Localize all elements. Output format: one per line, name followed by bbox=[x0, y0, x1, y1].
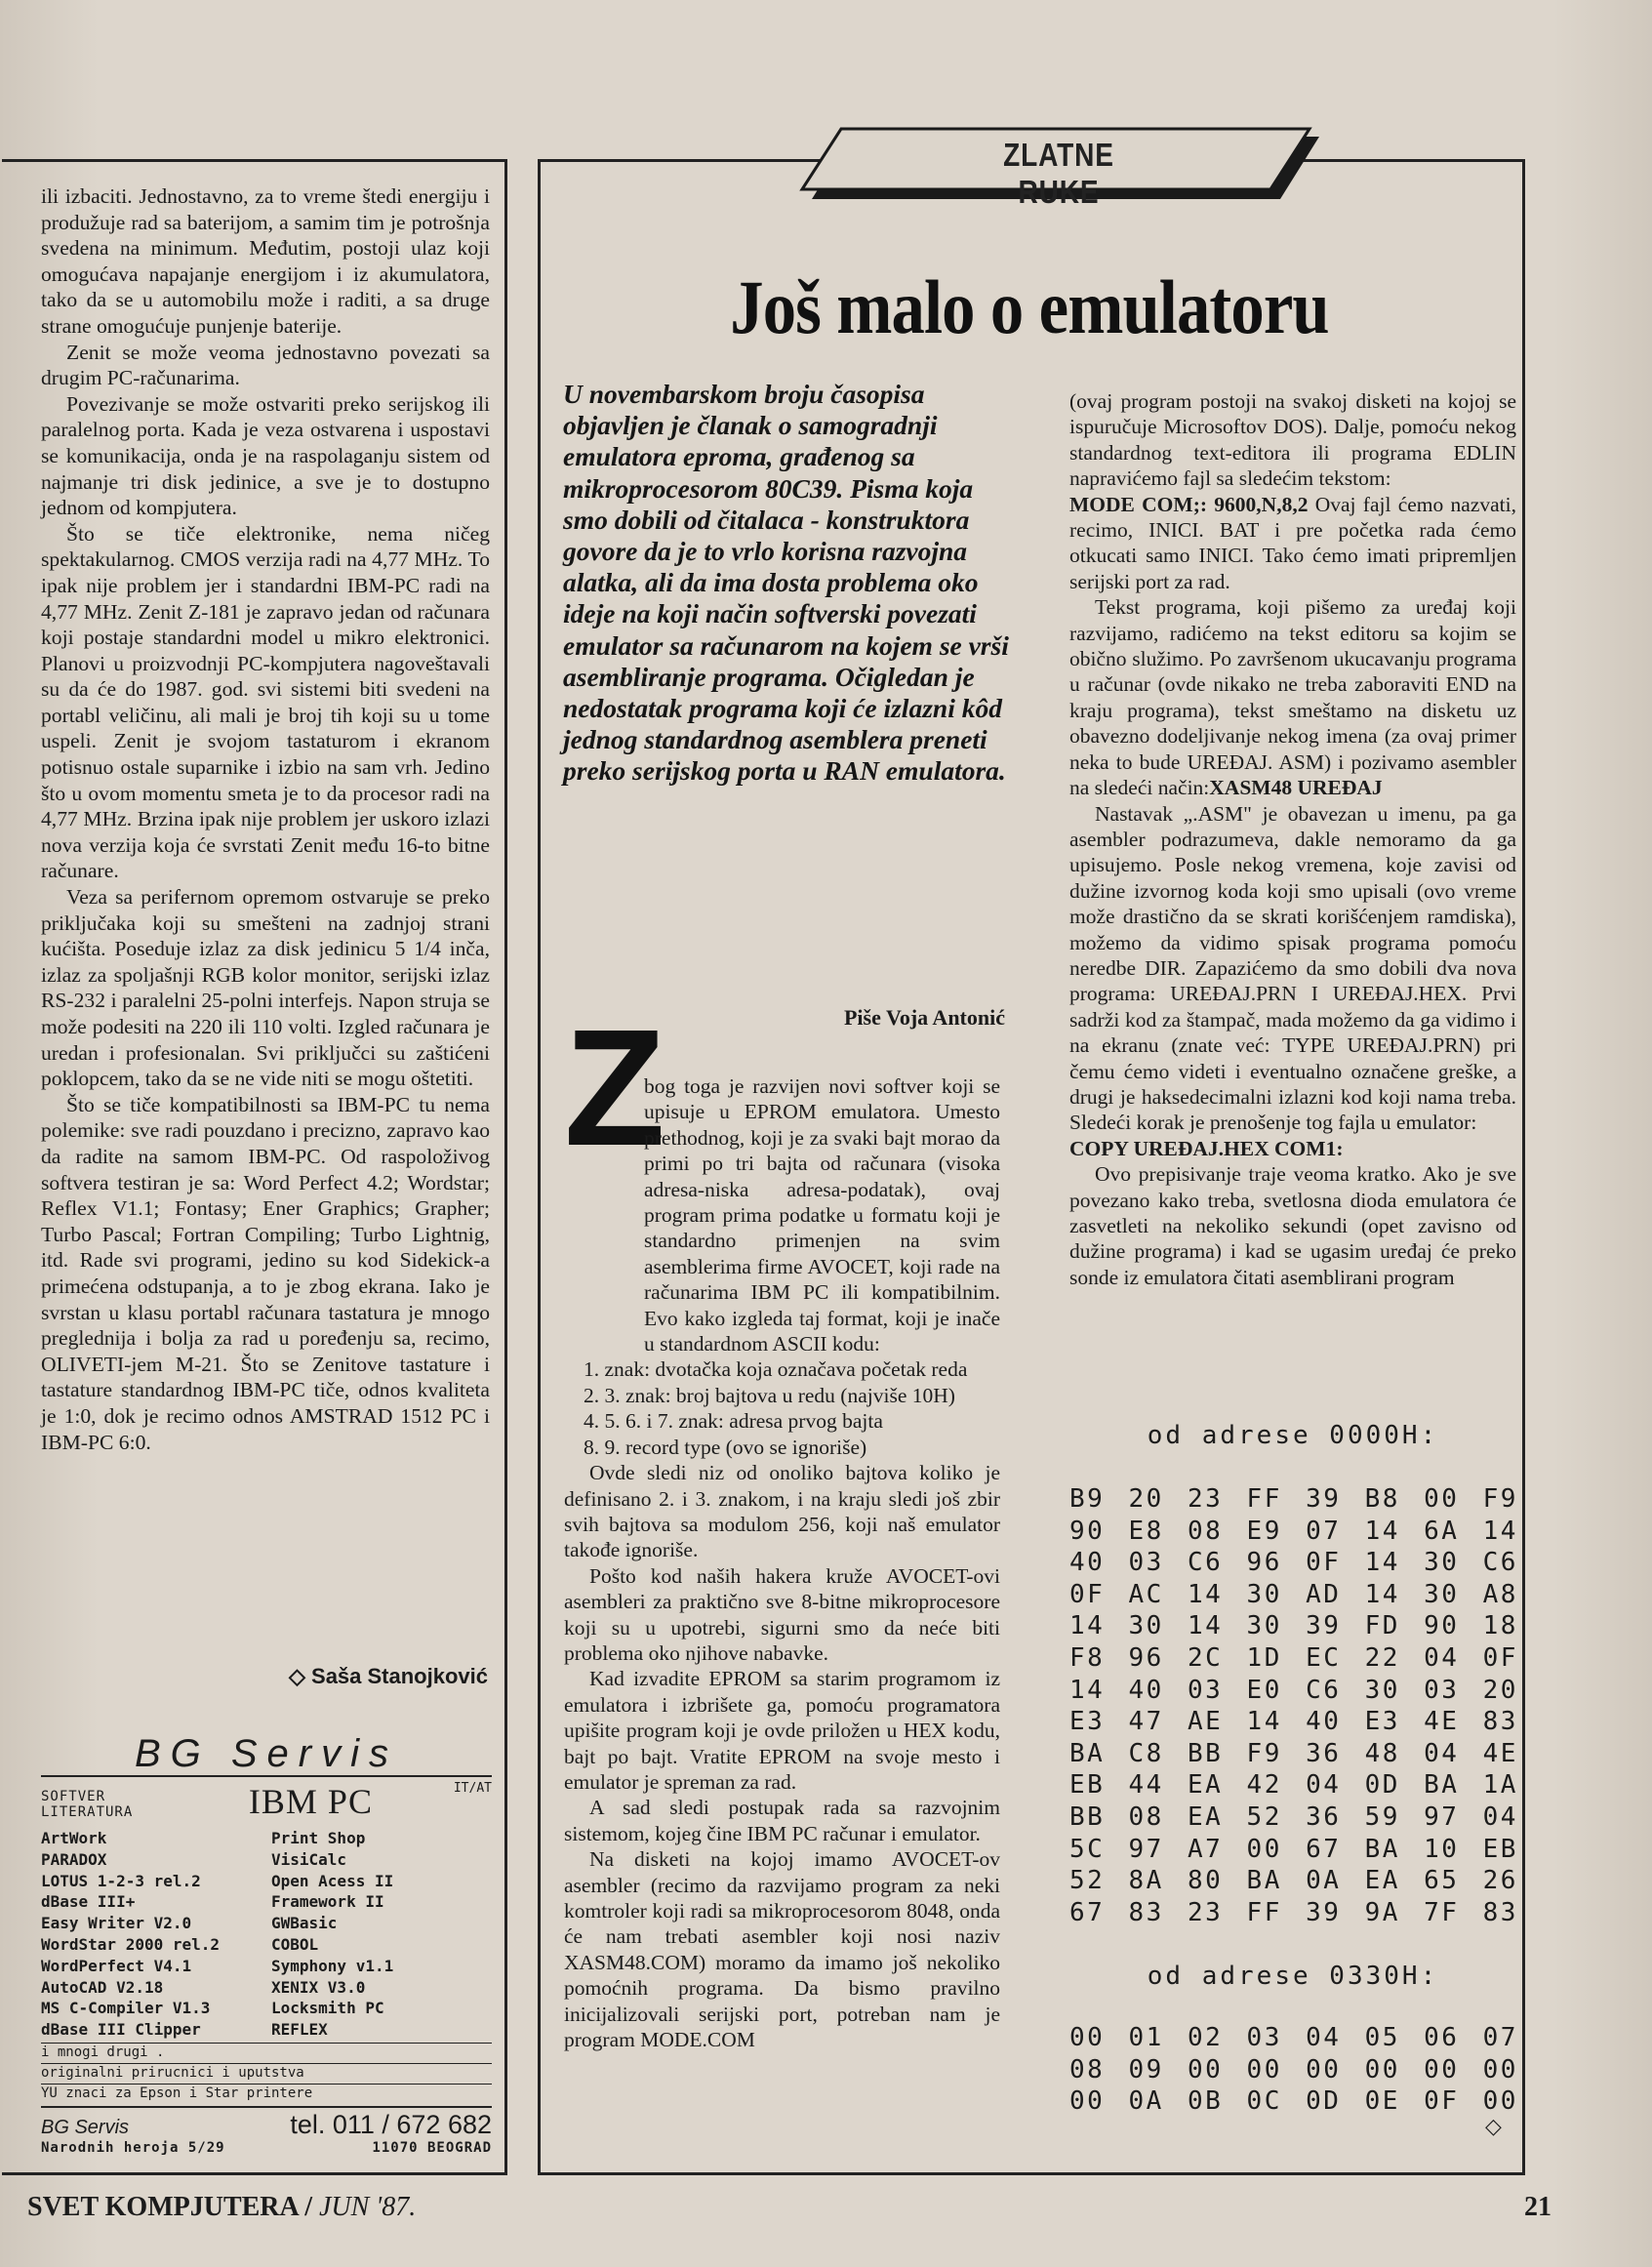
hex-byte: EA bbox=[1188, 1801, 1224, 1832]
hex-byte: 59 bbox=[1364, 1801, 1400, 1832]
hex-byte: B9 bbox=[1069, 1484, 1106, 1514]
right-paragraph-cmd bbox=[1069, 492, 1516, 595]
ad-software-item: Easy Writer V2.0 bbox=[41, 1914, 192, 1933]
ad-logo: BG Servis bbox=[41, 1732, 492, 1777]
hex-byte: 40 bbox=[1306, 1707, 1342, 1737]
hex-row bbox=[1069, 1769, 1518, 1801]
hex-byte: 39 bbox=[1306, 1611, 1342, 1641]
command-mode: MODE COM;: 9600,N,8,2 bbox=[1069, 492, 1309, 516]
hex-row bbox=[1069, 1706, 1518, 1738]
hex-byte: F9 bbox=[1246, 1738, 1282, 1768]
hex-byte: 02 bbox=[1188, 2023, 1224, 2052]
hex-byte: 7F bbox=[1424, 1897, 1460, 1927]
hex-byte: EB bbox=[1482, 1834, 1518, 1864]
hex-byte: 18 bbox=[1482, 1611, 1518, 1641]
hex-byte: 65 bbox=[1424, 1866, 1460, 1896]
hex-row bbox=[1069, 1483, 1518, 1516]
hex-byte: 5C bbox=[1069, 1834, 1106, 1864]
hex-byte: 36 bbox=[1306, 1738, 1342, 1768]
article-title: Još malo o emulatoru bbox=[730, 264, 1329, 349]
hex-byte: 8A bbox=[1128, 1866, 1164, 1896]
hex-row bbox=[1069, 1738, 1518, 1770]
hex-byte: 0F bbox=[1306, 1548, 1342, 1578]
hex-byte: 00 bbox=[1246, 1834, 1282, 1864]
hex-byte: 47 bbox=[1128, 1707, 1164, 1737]
ad-footer-logo: BG Servis bbox=[41, 2116, 130, 2138]
hex-byte: 06 bbox=[1424, 2023, 1460, 2052]
hex-byte: 04 bbox=[1424, 1642, 1460, 1673]
left-column-text bbox=[41, 183, 490, 1706]
hex-byte: 4E bbox=[1424, 1707, 1460, 1737]
hex-byte: 36 bbox=[1306, 1801, 1342, 1832]
hex-byte: F8 bbox=[1069, 1642, 1106, 1673]
hex-byte: BA bbox=[1364, 1834, 1400, 1864]
page-footer: SVET KOMPJUTERA / JUN '87. bbox=[27, 2192, 417, 2222]
hex-byte: 14 bbox=[1188, 1579, 1224, 1609]
hex-byte: BB bbox=[1069, 1801, 1106, 1832]
hex-row bbox=[1069, 1801, 1518, 1834]
hex-row bbox=[1069, 1865, 1518, 1897]
ad-software-item: Symphony v1.1 bbox=[271, 1956, 394, 1975]
hex-byte: 42 bbox=[1246, 1770, 1282, 1801]
hex-byte: 04 bbox=[1306, 2023, 1342, 2052]
format-list-item: 4. 5. 6. i 7. znak: adresa prvog bajta bbox=[584, 1409, 883, 1434]
hex-byte: 83 bbox=[1482, 1897, 1518, 1927]
hex-byte: 96 bbox=[1246, 1548, 1282, 1578]
format-list-item: 8. 9. record type (ovo se ignoriše) bbox=[584, 1435, 867, 1459]
hex-byte: 00 bbox=[1069, 2086, 1106, 2117]
hex-byte: 14 bbox=[1364, 1516, 1400, 1546]
hex-byte: 52 bbox=[1069, 1866, 1106, 1896]
hex-row bbox=[1069, 1547, 1518, 1579]
hex-byte: 0F bbox=[1424, 2086, 1460, 2117]
hex-byte: EC bbox=[1306, 1642, 1342, 1673]
ad-city: 11070 BEOGRAD bbox=[372, 2139, 492, 2156]
command-copy: COPY UREĐAJ.HEX COM1: bbox=[1069, 1136, 1344, 1160]
ad-software-item: WordPerfect V4.1 bbox=[41, 1956, 192, 1975]
hex-byte: 0E bbox=[1364, 2086, 1400, 2117]
hex-byte: 52 bbox=[1246, 1801, 1282, 1832]
ad-list-right bbox=[271, 1828, 492, 2041]
left-signature: ◇ Saša Stanojković bbox=[288, 1664, 488, 1688]
hex-byte: 10 bbox=[1424, 1834, 1460, 1864]
left-paragraph: Povezivanje se može ostvariti preko serijskog ili paralelnog porta. Kada je veza ostvarena i uspostavi se komunikacija, onda je na raspolaganju sistem od najmanje tri disk jedinice, a sve je to dostupno jednom od kompjutera. bbox=[41, 391, 490, 520]
hex-byte: E8 bbox=[1128, 1516, 1164, 1546]
hex-label-0000: od adrese 0000H: bbox=[1147, 1421, 1439, 1450]
ad-software-item: COBOL bbox=[271, 1934, 319, 1954]
hex-byte: C6 bbox=[1306, 1675, 1342, 1705]
ad-software-item: dBase III+ bbox=[41, 1892, 136, 1912]
hex-byte: 30 bbox=[1364, 1675, 1400, 1705]
hex-byte: 0D bbox=[1306, 2086, 1342, 2117]
hex-byte: E3 bbox=[1364, 1707, 1400, 1737]
hex-byte: 14 bbox=[1069, 1611, 1106, 1641]
ad-list-left bbox=[41, 1828, 262, 2041]
hex-byte: EA bbox=[1364, 1866, 1400, 1896]
issue-date: JUN '87. bbox=[318, 2192, 417, 2222]
hex-byte: 96 bbox=[1128, 1642, 1164, 1673]
hex-byte: 22 bbox=[1364, 1642, 1400, 1673]
hex-byte: A7 bbox=[1188, 1834, 1224, 1864]
ad-phone: tel. 011 / 672 682 bbox=[290, 2109, 492, 2139]
hex-byte: 09 bbox=[1128, 2054, 1164, 2085]
hex-byte: AC bbox=[1128, 1579, 1164, 1609]
hex-byte: 04 bbox=[1424, 1738, 1460, 1768]
hex-byte: 00 bbox=[1246, 2054, 1282, 2085]
hex-byte: 00 bbox=[1424, 2054, 1460, 2085]
hex-byte: 97 bbox=[1128, 1834, 1164, 1864]
hex-byte: 90 bbox=[1424, 1611, 1460, 1641]
hex-byte: FD bbox=[1364, 1611, 1400, 1641]
hex-byte: 01 bbox=[1128, 2023, 1164, 2052]
ad-software-item: ArtWork bbox=[41, 1829, 107, 1847]
hex-row bbox=[1069, 2085, 1518, 2118]
hex-byte: 26 bbox=[1482, 1866, 1518, 1896]
right-column-text bbox=[1069, 388, 1516, 1411]
hex-byte: 90 bbox=[1069, 1516, 1106, 1546]
hex-byte: C6 bbox=[1188, 1548, 1224, 1578]
hex-byte: 30 bbox=[1246, 1611, 1282, 1641]
hex-byte: 39 bbox=[1306, 1897, 1342, 1927]
hex-byte: 30 bbox=[1424, 1579, 1460, 1609]
hex-byte: 14 bbox=[1364, 1548, 1400, 1578]
hex-byte: 2C bbox=[1188, 1642, 1224, 1673]
hex-byte: 39 bbox=[1306, 1484, 1342, 1514]
ad-software-item: GWBasic bbox=[271, 1914, 338, 1933]
ad-platform: IBM PC bbox=[248, 1782, 373, 1821]
left-paragraph: Što se tiče kompatibilnosti sa IBM-PC tu nema polemike: sve radi pouzdano i precizno, zapravo kao da radite na samom IBM-PC. Od raspoloživog softvera testiran je sa: Word Perfect 4.2; Wordstar; Reflex V1.1; Fontasy; Ener Graphics; Grapher; Turbo Pascal; Fortran Compiling; Turbo Lightnig, itd. Rade svi programi, jedino su kod Sidekick-a primećena odstupanja, a to je zbog ekrana. Iako je svrstan u klasu portabl računara tastatura je mnogo preglednija i bolja za rad u poređenju sa, recimo, OLIVETI-jem M-21. Što se Zenitove tastature i tastature standardnog IBM-PC tiče, odnos kvaliteta je 1:0, dok je recimo odnos AMSTRAD 1512 PC i IBM-PC 6:0. bbox=[41, 1092, 490, 1454]
hex-byte: 80 bbox=[1188, 1866, 1224, 1896]
hex-byte: 08 bbox=[1188, 1516, 1224, 1546]
hex-byte: 07 bbox=[1306, 1516, 1342, 1546]
ad-note-printers: YU znaci za Epson i Star printere bbox=[41, 2084, 492, 2102]
hex-label-0330: od adrese 0330H: bbox=[1147, 1962, 1439, 1991]
hex-byte: BA bbox=[1424, 1770, 1460, 1801]
hex-byte: 23 bbox=[1188, 1897, 1224, 1927]
hex-byte: C6 bbox=[1482, 1548, 1518, 1578]
hex-byte: E9 bbox=[1246, 1516, 1282, 1546]
left-paragraph: Veza sa perifernom opremom ostvaruje se preko priključaka koji su smešteni na zadnjoj strani kućišta. Poseduje izlaz za disk jedinicu 5 1/4 inča, izlaz za spoljašnji RGB kolor monitor, serijski izlaz RS-232 i paralelni 25-polni interfejs. Napon struja se može podesiti na 220 ili 110 volti. Izgled računara je uredan i profesionalan. Svi priključci su zaštićeni poklopcem, tako da se ne vide niti se mogu oštetiti. bbox=[41, 885, 490, 1091]
hex-byte: 97 bbox=[1424, 1801, 1460, 1832]
ad-software-item: REFLEX bbox=[271, 2020, 328, 2040]
hex-byte: BA bbox=[1069, 1738, 1106, 1768]
hex-byte: 00 bbox=[1069, 2023, 1106, 2052]
ad-subtitle: SOFTVER LITERATURA bbox=[41, 1789, 134, 1820]
hex-row bbox=[1069, 1834, 1518, 1866]
hex-byte: AD bbox=[1306, 1579, 1342, 1609]
ad-software-item: Print Shop bbox=[271, 1829, 366, 1847]
hex-byte: 83 bbox=[1128, 1897, 1164, 1927]
hex-byte: B8 bbox=[1364, 1484, 1400, 1514]
ad-software-item: dBase III Clipper bbox=[41, 2020, 201, 2040]
ad-software-item: Framework II bbox=[271, 1892, 384, 1912]
hex-byte: BA bbox=[1246, 1866, 1282, 1896]
hex-byte: 20 bbox=[1128, 1484, 1164, 1514]
ad-corner: IT/AT bbox=[453, 1781, 492, 1796]
ad-software-list bbox=[41, 1828, 492, 2041]
hex-byte: 4E bbox=[1482, 1738, 1518, 1768]
ad-software-item: Locksmith PC bbox=[271, 1999, 384, 2018]
hex-byte: 03 bbox=[1424, 1675, 1460, 1705]
hex-byte: 08 bbox=[1128, 1801, 1164, 1832]
hex-byte: 00 bbox=[1364, 2054, 1400, 2085]
article-byline: Piše Voja Antonić bbox=[843, 1005, 1005, 1030]
middle-first-paragraph: bog toga je razvijen novi softver koji se upisuje u EPROM emulatora. Umesto prethodnog, koji je za svaki bajt morao da primi po tri bajta od računara (visoka adresa-niska adresa-podatak), ovaj program prima podatke u formatu koji je standardno primenjen na svim asemblerima firme AVOCET, koji rade na računarima IBM PC ili kompatibilnim. Evo kako izgleda taj format, koji je inače u standardnom ASCII kodu: bbox=[644, 1074, 1000, 1356]
middle-paragraph: A sad sledi postupak rada sa razvojnim sistemom, kojeg čine IBM PC računar i emulator. bbox=[564, 1796, 1000, 1845]
right-paragraph: Ovo prepisivanje traje veoma kratko. Ako je sve povezano kako treba, svetlosna dioda emulatora će zasvetleti na nekoliko sekundi (opet zavisno od dužine programa) i kad se ugasim uređaj će preko sonde iz emulatora čitati asemblirani program bbox=[1069, 1162, 1516, 1289]
hex-byte: 14 bbox=[1069, 1675, 1106, 1705]
hex-byte: 83 bbox=[1482, 1707, 1518, 1737]
hex-byte: 0A bbox=[1306, 1866, 1342, 1896]
hex-byte: 08 bbox=[1069, 2054, 1106, 2085]
hex-byte: 67 bbox=[1069, 1897, 1106, 1927]
hex-row bbox=[1069, 1516, 1518, 1548]
left-paragraph: Zenit se može veoma jednostavno povezati sa drugim PC-računarima. bbox=[41, 340, 490, 390]
format-list-item: 2. 3. znak: broj bajtova u redu (najviše 10H) bbox=[584, 1383, 955, 1407]
middle-paragraph: Na disketi na kojoj imamo AVOCET-ov asembler (recimo da razvijamo program za neki komtroler koji radi sa mikroprocesorom 8048, onda će nam trebati asembler koji nosi naziv XASM48.COM) moramo da imamo još nekoliko pomoćnih programa. Da bismo pravilno inicijalizovali serijski port, potreban nam je program MODE.COM bbox=[564, 1847, 1000, 2052]
hex-byte: 00 bbox=[1482, 2054, 1518, 2085]
article-lede: U novembarskom broju časopisa objavljen je članak o samogradnji emulatora eproma, građenog sa mikroprocesorom 80C39. Pisma koja smo dobili od čitalaca - konstruktora govore da je to vrlo korisna razvojna alatka, ali da ima dosta problema oko ideje na koji način softverski povezati emulator sa računarom na kojem se vrši asembliranje programa. Očigledan je nedostatak programa koji će izlazni kôd jednog standardnog asemblera preneti preko serijskog porta u RAN emulatora. bbox=[563, 379, 1009, 787]
hex-byte: 03 bbox=[1128, 1548, 1164, 1578]
left-paragraph: Što se tiče elektronike, nema ničeg spektakularnog. CMOS verzija radi na 4,77 MHz. To ipak nije problem jer i standardni IBM-PC radi na 4,77 MHz. Zenit Z-181 je zapravo jedan od računara koji postaje standardni model u mikro elektronici. Planovi u proizvodnji PC-kompjutera nagoveštavali su da će do 1987. god. svi sistemi biti svedeni na portabl veličinu, ali mali je broj tih koji su u tome uspeli. Zenit je svojom tastaturom i ekranom potisnuo ostale suparnike i izbio na sam vrh. Jedino što u ovom momentu smeta je to da procesor radi na 4,77 MHz. Brzina ipak nije problem jer uskoro izlazi nova verzija koja će svrstati Zenit među 16-to bitne računare. bbox=[41, 521, 490, 883]
format-list-item: 1. znak: dvotačka koja označava početak reda bbox=[584, 1357, 968, 1382]
hex-byte: 48 bbox=[1364, 1738, 1400, 1768]
hex-row bbox=[1069, 1642, 1518, 1675]
hex-dump-0000 bbox=[1069, 1483, 1518, 1928]
section-banner: ZLATNE RUKE bbox=[1003, 137, 1114, 210]
hex-byte: 0B bbox=[1188, 2086, 1224, 2117]
hex-row bbox=[1069, 1897, 1518, 1929]
hex-byte: 0A bbox=[1128, 2086, 1164, 2117]
hex-byte: 14 bbox=[1482, 1516, 1518, 1546]
end-mark-icon: ◇ bbox=[1485, 2114, 1502, 2138]
hex-row bbox=[1069, 2022, 1518, 2054]
ad-software-item: Open Acess II bbox=[271, 1871, 394, 1890]
hex-byte: BB bbox=[1188, 1738, 1224, 1768]
hex-byte: 0F bbox=[1069, 1579, 1106, 1609]
middle-column-text bbox=[564, 1073, 1000, 2132]
hex-byte: 14 bbox=[1188, 1611, 1224, 1641]
hex-byte: 04 bbox=[1306, 1770, 1342, 1801]
hex-byte: 1D bbox=[1246, 1642, 1282, 1673]
hex-row bbox=[1069, 1610, 1518, 1642]
command-mode-text: Ovaj fajl ćemo nazvati, recimo, INICI. BAT i pre početka rada ćemo otkucati samo INICI. Tako ćemo imati pripremljen serijski port za rad. bbox=[1069, 492, 1516, 593]
hex-byte: E0 bbox=[1246, 1675, 1282, 1705]
hex-byte: AE bbox=[1188, 1707, 1224, 1737]
bg-servis-ad bbox=[41, 1732, 492, 2156]
hex-byte: 05 bbox=[1364, 2023, 1400, 2052]
hex-byte: 9A bbox=[1364, 1897, 1400, 1927]
hex-byte: 00 bbox=[1306, 2054, 1342, 2085]
hex-dump-0330 bbox=[1069, 2022, 1518, 2118]
middle-paragraph: Kad izvadite EPROM sa starim programom iz emulatora i izbrišete ga, pomoću programatora upišite program koji je ovde priložen u HEX kodu, bajt po bajt. Vratite EPROM na svoje mesto i emulator je spreman za rad. bbox=[564, 1667, 1000, 1794]
hex-byte: FF bbox=[1246, 1484, 1282, 1514]
right-paragraph: (ovaj program postoji na svakoj disketi na kojoj se ispuručuje Microsoftov DOS). Dalje, pomoću nekog standardnog text-editora ili programa EDLIN napravićemo fajl sa sledećim tekstom: bbox=[1069, 389, 1516, 491]
hex-byte: 30 bbox=[1246, 1579, 1282, 1609]
ad-address: Narodnih heroja 5/29 bbox=[41, 2139, 225, 2156]
hex-byte: F9 bbox=[1482, 1484, 1518, 1514]
hex-byte: 00 bbox=[1424, 1484, 1460, 1514]
ad-software-item: WordStar 2000 rel.2 bbox=[41, 1934, 221, 1954]
ad-software-item: XENIX V3.0 bbox=[271, 1977, 366, 1997]
right-paragraph: Nastavak „.ASM" je obavezan u imenu, pa ga asembler podrazumeva, dakle nemoramo da ga upisujemo. Posle nekog vremena, koje zavisi od dužine izvornog koda koji smo upisali (ovo vreme može drastično da se skrati korišćenjem ramdiska), možemo da vidimo spisak programa pomoću neredbe DIR. Zapazićemo da smo dobili dva nova programa: UREĐAJ.PRN I UREĐAJ.HEX. Prvi sadrži kod za štampač, mada možemo da ga vidimo i na ekranu (znate već: TYPE UREĐAJ.PRN) pri čemu ćemo videti i eventualno označene greške, a drugi je haksedecimalni izlazni kod koji nama treba. Sledeći korak je prenošenje tog fajla u emulator: bbox=[1069, 801, 1516, 1135]
hex-row bbox=[1069, 1579, 1518, 1611]
ad-software-item: AutoCAD V2.18 bbox=[41, 1977, 164, 1997]
middle-paragraph: Pošto kod naših hakera kruže AVOCET-ovi asembleri za praktično sve 8-bitne mikroprocesore koji su u upotrebi, sigurni smo da neće biti problema oko njihove nabavke. bbox=[564, 1563, 1000, 1665]
hex-byte: 0C bbox=[1246, 2086, 1282, 2117]
hex-byte: 30 bbox=[1424, 1548, 1460, 1578]
hex-byte: 07 bbox=[1482, 2023, 1518, 2052]
hex-byte: 14 bbox=[1246, 1707, 1282, 1737]
right-paragraph-text: Tekst programa, koji pišemo za uređaj koji razvijamo, radićemo na tekst editoru sa kojim se obično služimo. Po završenom ukucavanju programa u računar (ovde nikako ne treba zaboraviti END na kraju programa), tekst smeštamo na disketu uz obavezno dodeljivanje nekog imena (za ovaj primer neka to bude UREĐAJ. ASM) i pozivamo asembler na sledeći način: bbox=[1069, 595, 1516, 800]
ad-note-manuals: originalni prirucnici i uputstva bbox=[41, 2063, 492, 2082]
ad-software-item: PARADOX bbox=[41, 1849, 107, 1869]
ad-software-item: LOTUS 1-2-3 rel.2 bbox=[41, 1871, 201, 1890]
hex-byte: 40 bbox=[1069, 1548, 1106, 1578]
hex-row bbox=[1069, 2054, 1518, 2086]
hex-byte: EA bbox=[1188, 1770, 1224, 1801]
hex-byte: 67 bbox=[1306, 1834, 1342, 1864]
page-number: 21 bbox=[1524, 2192, 1551, 2222]
right-paragraph bbox=[1069, 594, 1516, 800]
hex-byte: 0D bbox=[1364, 1770, 1400, 1801]
ad-note-more: i mnogi drugi . bbox=[41, 2043, 492, 2061]
middle-paragraph: Ovde sledi niz od onoliko bajtova koliko je definisano 2. i 3. znakom, i na kraju sledi još zbir svih bajtova sa modulom 256, koji naš emulator takođe ignoriše. bbox=[564, 1461, 1000, 1562]
hex-byte: E3 bbox=[1069, 1707, 1106, 1737]
hex-byte: EB bbox=[1069, 1770, 1106, 1801]
ad-software-item: MS C-Compiler V1.3 bbox=[41, 1999, 211, 2018]
hex-row bbox=[1069, 1675, 1518, 1707]
left-paragraph: ili izbaciti. Jednostavno, za to vreme štedi energiju i produžuje rad sa baterijom, a samim tim je potrošnja svedena na minimum. Međutim, postoji ulaz koji omogućava napajanje energijom i iz akumulatora, tako da se u automobilu može i raditi, a sa druge strane omogućuje punjenje baterije. bbox=[41, 184, 490, 338]
hex-byte: 03 bbox=[1188, 1675, 1224, 1705]
hex-byte: 0F bbox=[1482, 1642, 1518, 1673]
magazine-name: SVET KOMPJUTERA bbox=[27, 2192, 299, 2222]
drop-cap: Z bbox=[564, 995, 665, 1181]
hex-byte: 20 bbox=[1482, 1675, 1518, 1705]
hex-byte: C8 bbox=[1128, 1738, 1164, 1768]
hex-byte: A8 bbox=[1482, 1579, 1518, 1609]
hex-byte: 44 bbox=[1128, 1770, 1164, 1801]
hex-byte: 04 bbox=[1482, 1801, 1518, 1832]
hex-byte: 00 bbox=[1482, 2086, 1518, 2117]
hex-byte: FF bbox=[1246, 1897, 1282, 1927]
ad-software-item: VisiCalc bbox=[271, 1849, 347, 1869]
hex-byte: 14 bbox=[1364, 1579, 1400, 1609]
hex-byte: 1A bbox=[1482, 1770, 1518, 1801]
hex-byte: 40 bbox=[1128, 1675, 1164, 1705]
hex-byte: 6A bbox=[1424, 1516, 1460, 1546]
hex-byte: 03 bbox=[1246, 2023, 1282, 2052]
hex-byte: 30 bbox=[1128, 1611, 1164, 1641]
hex-byte: 23 bbox=[1188, 1484, 1224, 1514]
hex-byte: 00 bbox=[1188, 2054, 1224, 2085]
command-xasm: XASM48 UREĐAJ bbox=[1209, 776, 1383, 800]
